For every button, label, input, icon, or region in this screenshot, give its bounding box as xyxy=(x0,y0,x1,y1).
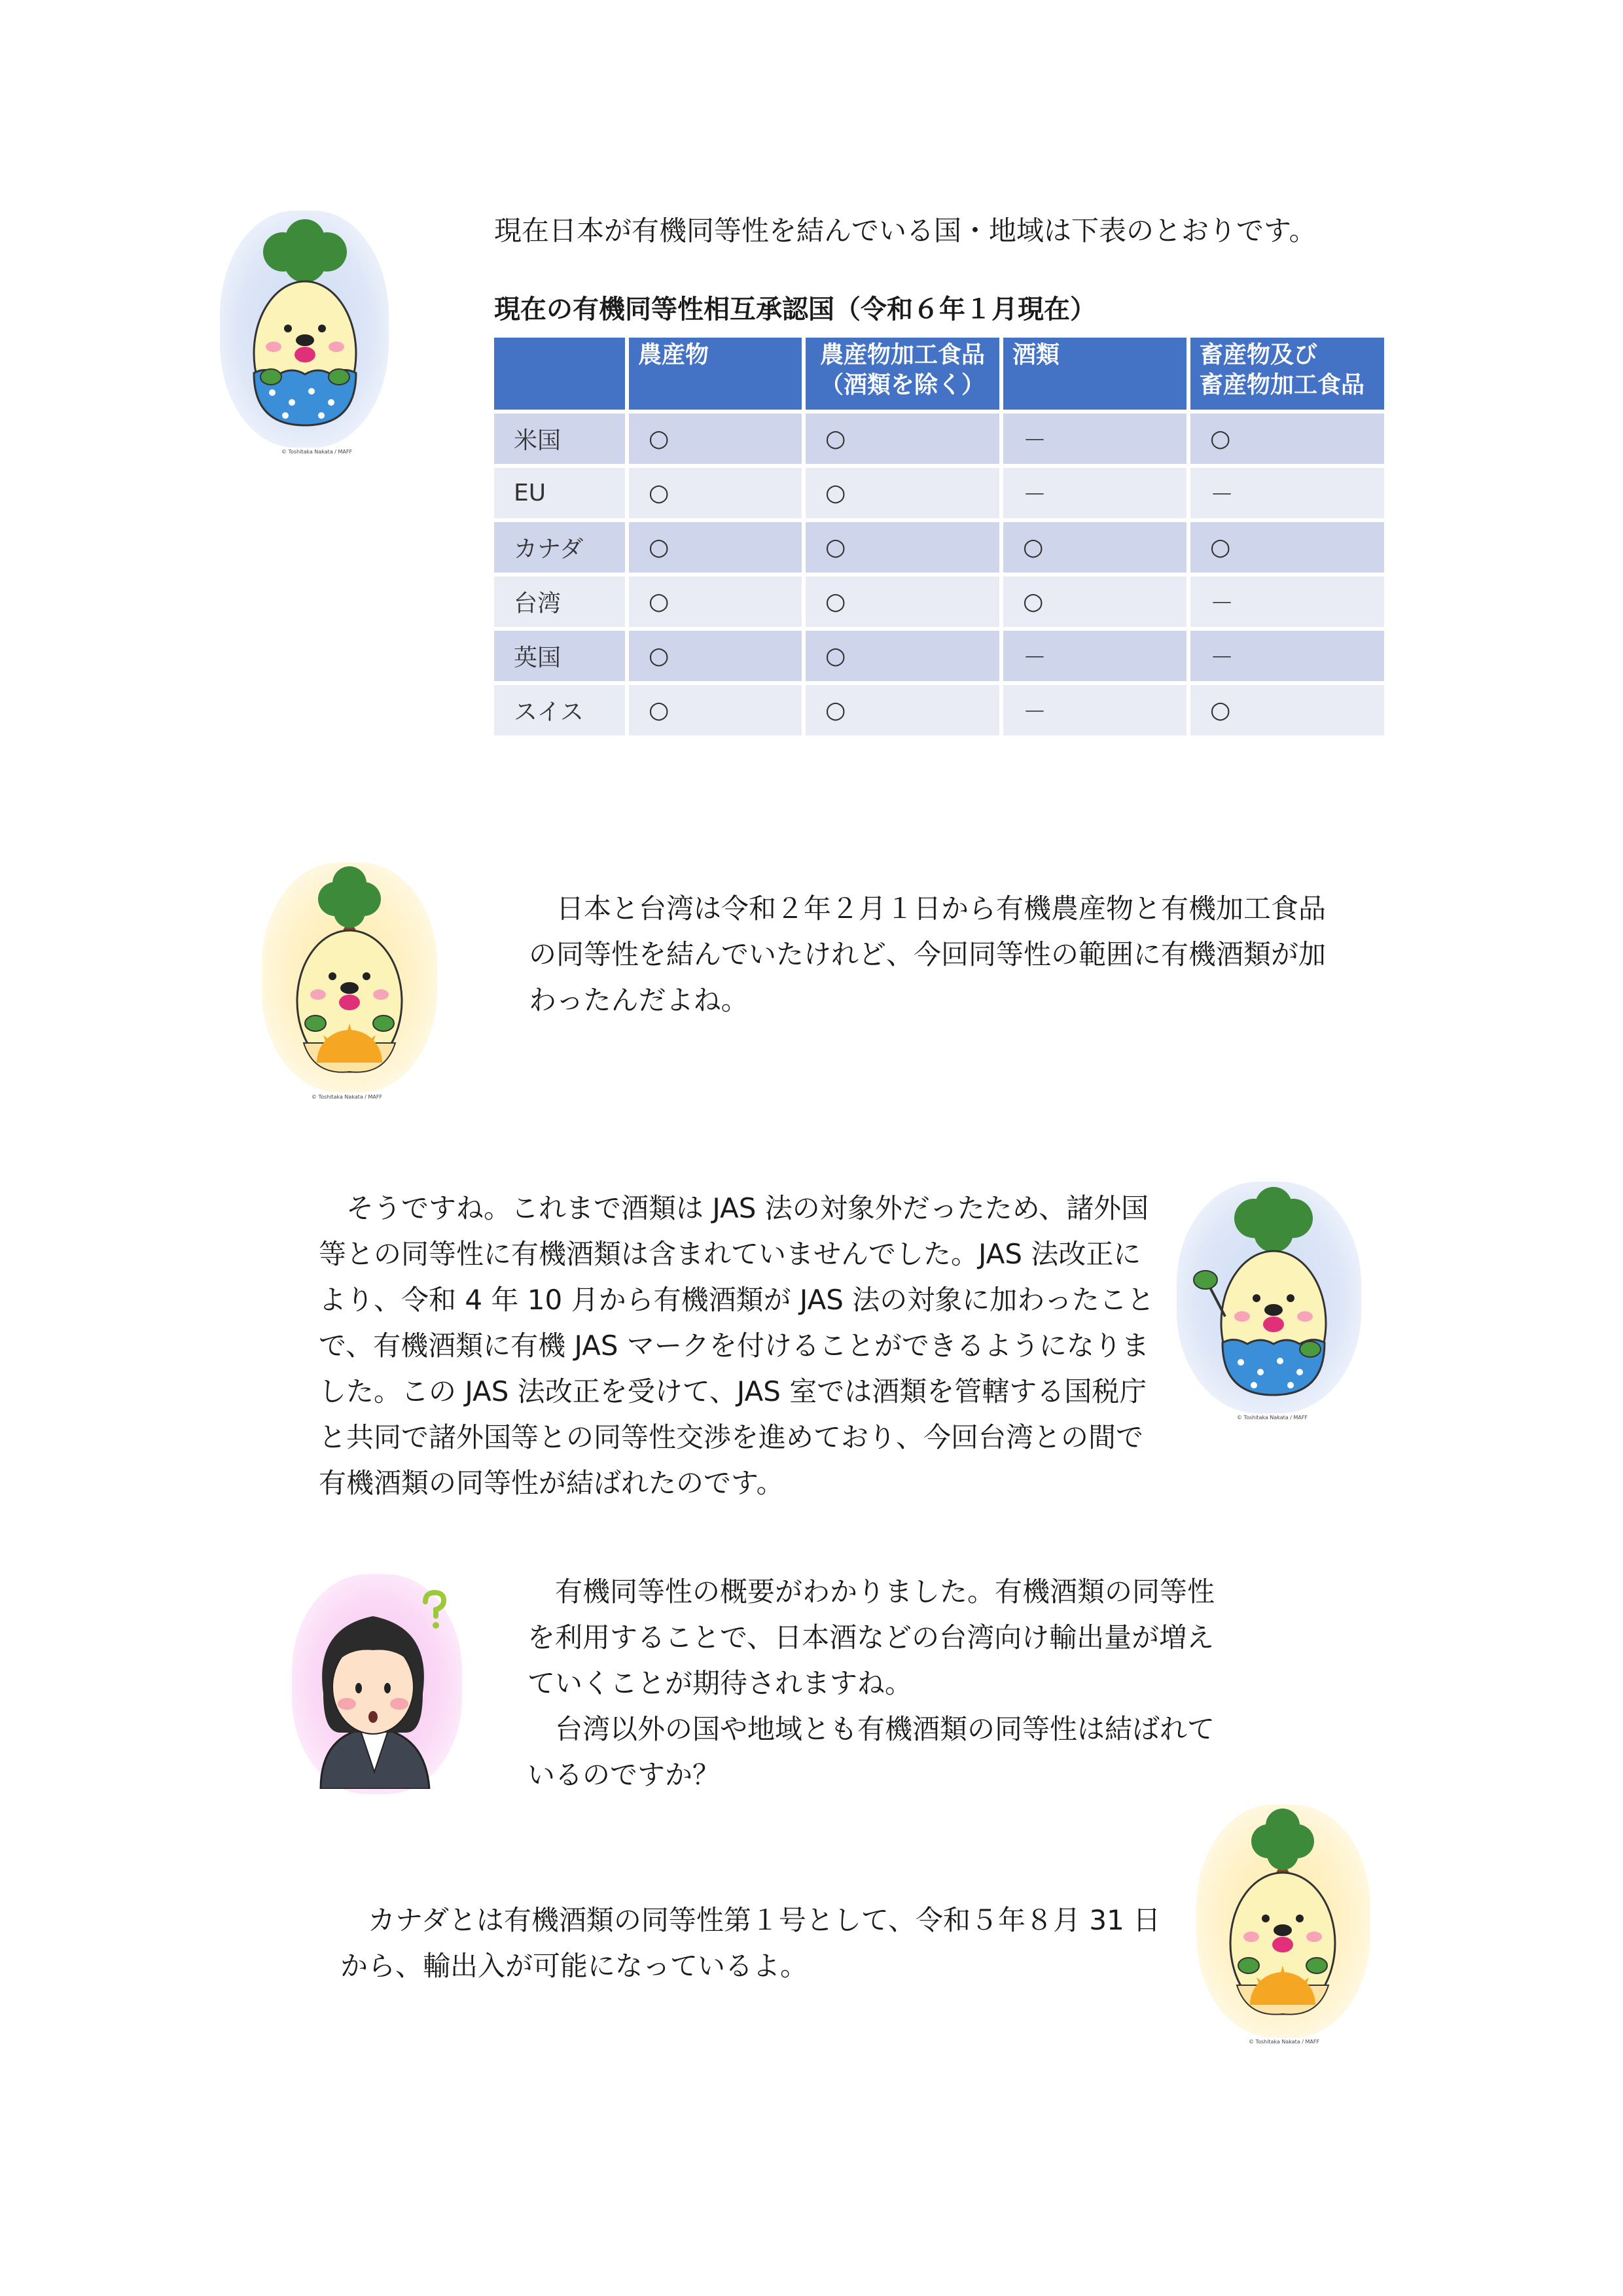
mascot-icon xyxy=(233,216,377,445)
dialogue-line: ていくことが期待されますね。 xyxy=(527,1667,913,1699)
country-cell: スイス xyxy=(494,685,625,735)
processed-cell: ○ xyxy=(806,414,999,464)
country-cell: カナダ xyxy=(494,522,625,573)
agri-cell: ○ xyxy=(629,468,802,518)
processed-cell: ○ xyxy=(806,468,999,518)
alcohol-cell: － xyxy=(1003,414,1186,464)
agri-cell: ○ xyxy=(629,414,802,464)
livestock-cell: － xyxy=(1190,631,1384,681)
table-title: 現在の有機同等性相互承認国（令和６年１月現在） xyxy=(494,294,1096,325)
mascot-credit: © Toshitaka Nakata / MAFF xyxy=(1237,1415,1308,1421)
header-processed-foods xyxy=(806,338,999,410)
dialogue-line: から、輸出入が可能になっているよ。 xyxy=(340,1950,808,1982)
dialogue-line: 有機同等性の概要がわかりました。有機酒類の同等性 xyxy=(527,1576,1215,1608)
country-cell: EU xyxy=(494,468,625,518)
dialogue-line: 日本と台湾は令和２年２月１日から有機農産物と有機加工食品 xyxy=(529,892,1327,925)
processed-cell: ○ xyxy=(806,685,999,735)
header-livestock-line1: 畜産物及び xyxy=(1200,342,1318,368)
header-alcoholic-beverages: 酒類 xyxy=(1003,338,1186,410)
dialogue-line: 台湾以外の国や地域とも有機酒類の同等性は結ばれて xyxy=(527,1713,1215,1745)
alcohol-cell: ○ xyxy=(1003,522,1186,573)
dialogue-1 xyxy=(529,886,1326,1023)
table-header-row xyxy=(494,338,1384,410)
table-row xyxy=(494,631,1384,681)
mascot-credit: © Toshitaka Nakata / MAFF xyxy=(281,449,353,455)
question-mark-icon xyxy=(418,1590,450,1629)
livestock-cell: － xyxy=(1190,468,1384,518)
dialogue-4 xyxy=(340,1898,1160,1989)
livestock-cell: ○ xyxy=(1190,414,1384,464)
dialogue-line: カナダとは有機酒類の同等性第１号として、令和５年８月 31 日 xyxy=(340,1904,1161,1936)
table-row xyxy=(494,468,1384,518)
country-cell: 米国 xyxy=(494,414,625,464)
table-row xyxy=(494,522,1384,573)
header-agricultural-products: 農産物 xyxy=(629,338,802,410)
dialogue-3 xyxy=(527,1569,1215,1798)
dialogue-line: そうですね。これまで酒類は JAS 法の対象外だったため、諸外国 xyxy=(319,1192,1149,1224)
country-cell: 台湾 xyxy=(494,576,625,627)
mascot-sun-icon xyxy=(1208,1809,1357,2031)
equivalence-table xyxy=(490,334,1388,739)
agri-cell: ○ xyxy=(629,631,802,681)
livestock-cell: ○ xyxy=(1190,522,1384,573)
dialogue-line: いるのですか？ xyxy=(527,1759,721,1791)
mascot-waving-icon xyxy=(1186,1186,1352,1413)
alcohol-cell: － xyxy=(1003,631,1186,681)
intro-text: 現在日本が有機同等性を結んでいる国・地域は下表のとおりです。 xyxy=(494,215,1317,247)
header-livestock-line2: 畜産物加工食品 xyxy=(1200,372,1365,398)
table-row xyxy=(494,414,1384,464)
agri-cell: ○ xyxy=(629,685,802,735)
dialogue-line: した。この JAS 法改正を受けて、JAS 室では酒類を管轄する国税庁 xyxy=(319,1375,1147,1407)
country-cell: 英国 xyxy=(494,631,625,681)
header-country xyxy=(494,338,625,410)
table-row xyxy=(494,685,1384,735)
alcohol-cell: － xyxy=(1003,468,1186,518)
alcohol-cell: － xyxy=(1003,685,1186,735)
table-row xyxy=(494,576,1384,627)
livestock-cell: ○ xyxy=(1190,685,1384,735)
dialogue-line: で、有機酒類に有機 JAS マークを付けることができるようになりま xyxy=(319,1330,1149,1362)
header-processed-foods-line2: （酒類を除く） xyxy=(819,372,985,398)
processed-cell: ○ xyxy=(806,522,999,573)
processed-cell: ○ xyxy=(806,576,999,627)
livestock-cell: － xyxy=(1190,576,1384,627)
dialogue-line: 等との同等性に有機酒類は含まれていませんでした。JAS 法改正に xyxy=(319,1238,1141,1270)
agri-cell: ○ xyxy=(629,522,802,573)
mascot-sun-icon xyxy=(275,866,424,1089)
dialogue-line: より、令和 4 年 10 月から有機酒類が JAS 法の対象に加わったこと xyxy=(319,1284,1154,1316)
header-processed-foods-line1: 農産物加工食品 xyxy=(819,342,985,368)
processed-cell: ○ xyxy=(806,631,999,681)
dialogue-line: わったんだよね。 xyxy=(529,984,749,1016)
agri-cell: ○ xyxy=(629,576,802,627)
dialogue-line: の同等性を結んでいたけれど、今回同等性の範囲に有機酒類が加 xyxy=(529,938,1327,970)
mascot-credit: © Toshitaka Nakata / MAFF xyxy=(1249,2039,1320,2045)
dialogue-line: を利用することで、日本酒などの台湾向け輸出量が増え xyxy=(527,1621,1215,1653)
dialogue-line: と共同で諸外国等との同等性交渉を進めており、今回台湾との間で xyxy=(319,1421,1144,1453)
dialogue-2 xyxy=(319,1186,1154,1506)
alcohol-cell: ○ xyxy=(1003,576,1186,627)
header-livestock-products xyxy=(1190,338,1384,410)
dialogue-line: 有機酒類の同等性が結ばれたのです。 xyxy=(319,1467,784,1499)
mascot-credit: © Toshitaka Nakata / MAFF xyxy=(312,1094,383,1100)
